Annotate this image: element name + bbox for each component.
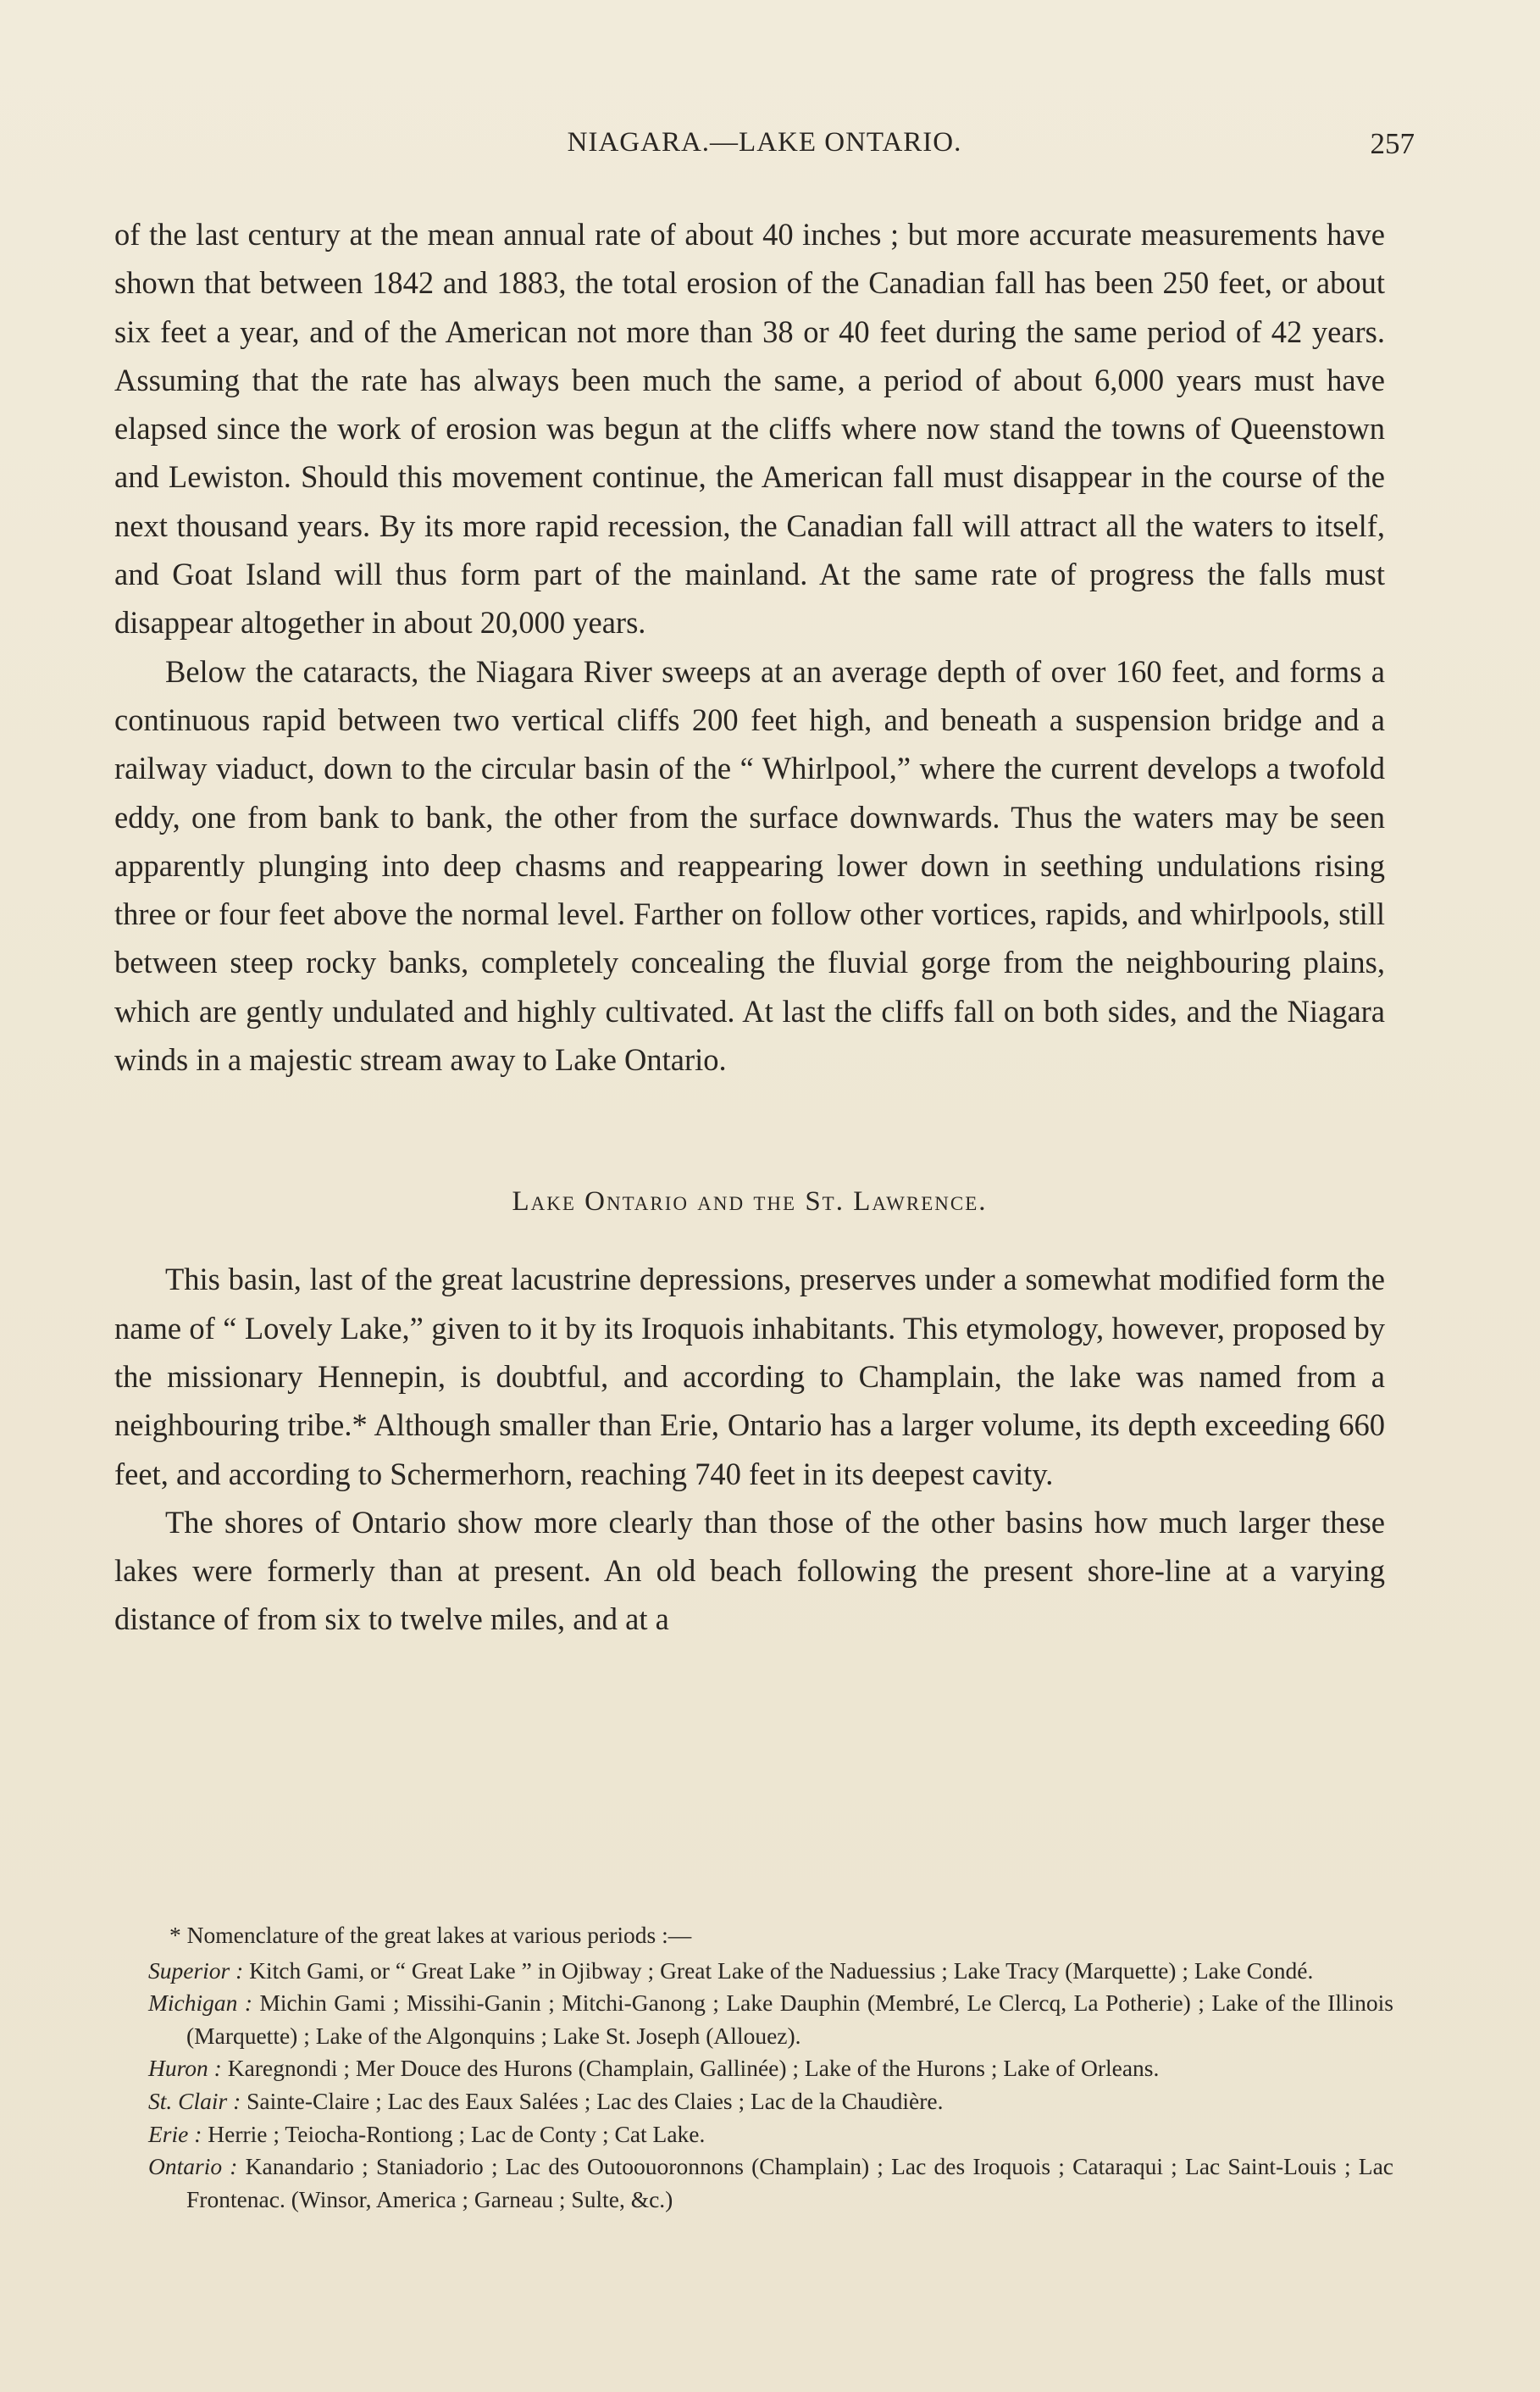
footnote-entry bbox=[148, 1955, 1393, 1988]
footnote-lake-name: Michigan : bbox=[148, 1990, 252, 2017]
section-heading: Lake Ontario and the St. Lawrence. bbox=[512, 1186, 988, 1218]
footnote-entry bbox=[148, 1987, 1393, 2052]
footnote-lake-names: Karegnondi ; Mer Douce des Hurons (Champlain, Gallinée) ; Lake of the Hurons ; Lake of Orleans. bbox=[227, 2055, 1160, 2082]
paragraph: This basin, last of the great lacustrine depressions, preserves under a somewhat modified form the name of “ Lovely Lake,” given to it by its Iroquois inhabitants. This etymology, however, proposed by the missionary Hennepin, is doubtful, and according to Champlain, the lake was named from a neighbouring tribe.* Although smaller than Erie, Ontario has a larger volume, its depth exceeding 660 feet, and according to Schermerhorn, reaching 740 feet in its deepest cavity. bbox=[114, 1262, 1385, 1491]
footnote-lake-names: Michin Gami ; Missihi-Ganin ; Mitchi-Ganong ; Lake Dauphin (Membré, Le Clercq, La Potherie) ; Lake of the Illinois (Marquette) ; Lake of the Algonquins ; Lake St. Joseph (Allouez). bbox=[186, 1990, 1393, 2049]
footnote-lake-name: Erie : bbox=[148, 2120, 202, 2147]
footnote-lake-names: Kitch Gami, or “ Great Lake ” in Ojibway ; Great Lake of the Naduessius ; Lake Tracy (Marquette) ; Lake Condé. bbox=[249, 1956, 1314, 1984]
footnote-entry bbox=[148, 2085, 1393, 2118]
footnote-lake-names: Herrie ; Teiocha-Rontiong ; Lac de Conty ; Cat Lake. bbox=[208, 2120, 706, 2147]
footnote-intro: * Nomenclature of the great lakes at various periods :— bbox=[169, 1922, 692, 1948]
paragraph: of the last century at the mean annual rate of about 40 inches ; but more accurate measurements have shown that between 1842 and 1883, the total erosion of the Canadian fall has been 250 feet, or about six feet a year, and of the American not more than 38 or 40 feet during the same period of 42 years. Assuming that the rate has always been much the same, a period of about 6,000 years must have elapsed since the work of erosion was begun at the cliffs where now stand the towns of Queenstown and Lewiston. Should this movement continue, the American fall must disappear in the course of the next thousand years. By its more rapid recession, the Canadian fall will attract all the waters to itself, and Goat Island will thus form part of the mainland. At the same rate of progress the falls must disappear altogether in about 20,000 years. bbox=[114, 217, 1385, 641]
footnote-entry bbox=[148, 2052, 1393, 2085]
page-number: 257 bbox=[1370, 127, 1415, 160]
running-title: NIAGARA.—LAKE ONTARIO. bbox=[567, 127, 962, 158]
footnote-lake-name: St. Clair : bbox=[148, 2087, 241, 2114]
running-header bbox=[114, 127, 1415, 169]
paragraph: Below the cataracts, the Niagara River sweeps at an average depth of over 160 feet, and forms a continuous rapid between two vertical cliffs 200 feet high, and beneath a suspension bridge and a railway viaduct, down to the circular basin of the “ Whirlpool,” where the current develops a twofold eddy, one from bank to bank, the other from the surface downwards. Thus the waters may be seen apparently plunging into deep chasms and reappearing lower down in seething undulations rising three or four feet above the normal level. Farther on follow other vortices, rapids, and whirlpools, still between steep rocky banks, completely concealing the fluvial gorge from the neighbouring plains, which are gently undulated and highly cultivated. At last the cliffs fall on both sides, and the Niagara winds in a majestic stream away to Lake Ontario. bbox=[114, 653, 1385, 1078]
footnote-lake-name: Ontario : bbox=[148, 2153, 238, 2180]
footnote-lake-name: Superior : bbox=[148, 1956, 244, 1984]
paragraph: The shores of Ontario show more clearly than those of the other basins how much larger these lakes were formerly than at present. An old beach following the present shore-line at a varying distance of from six to twelve miles, and at a bbox=[114, 1504, 1385, 1637]
main-text bbox=[114, 210, 1385, 1644]
footnote-lake-names: Sainte-Claire ; Lac des Eaux Salées ; Lac des Claies ; Lac de la Chaudière. bbox=[247, 2087, 944, 2114]
footnote-lake-name: Huron : bbox=[148, 2055, 222, 2082]
footnote-lake-names: Kanandario ; Staniadorio ; Lac des Outoouoronnons (Champlain) ; Lac des Iroquois ; Cataraqui ; Lac Saint-Louis ; Lac Frontenac. (Winsor, America ; Garneau ; Sulte, &c.) bbox=[186, 2153, 1394, 2212]
footnote-entry bbox=[148, 2151, 1393, 2216]
footnote-entry bbox=[148, 2118, 1393, 2151]
footnotes bbox=[148, 1919, 1393, 2216]
